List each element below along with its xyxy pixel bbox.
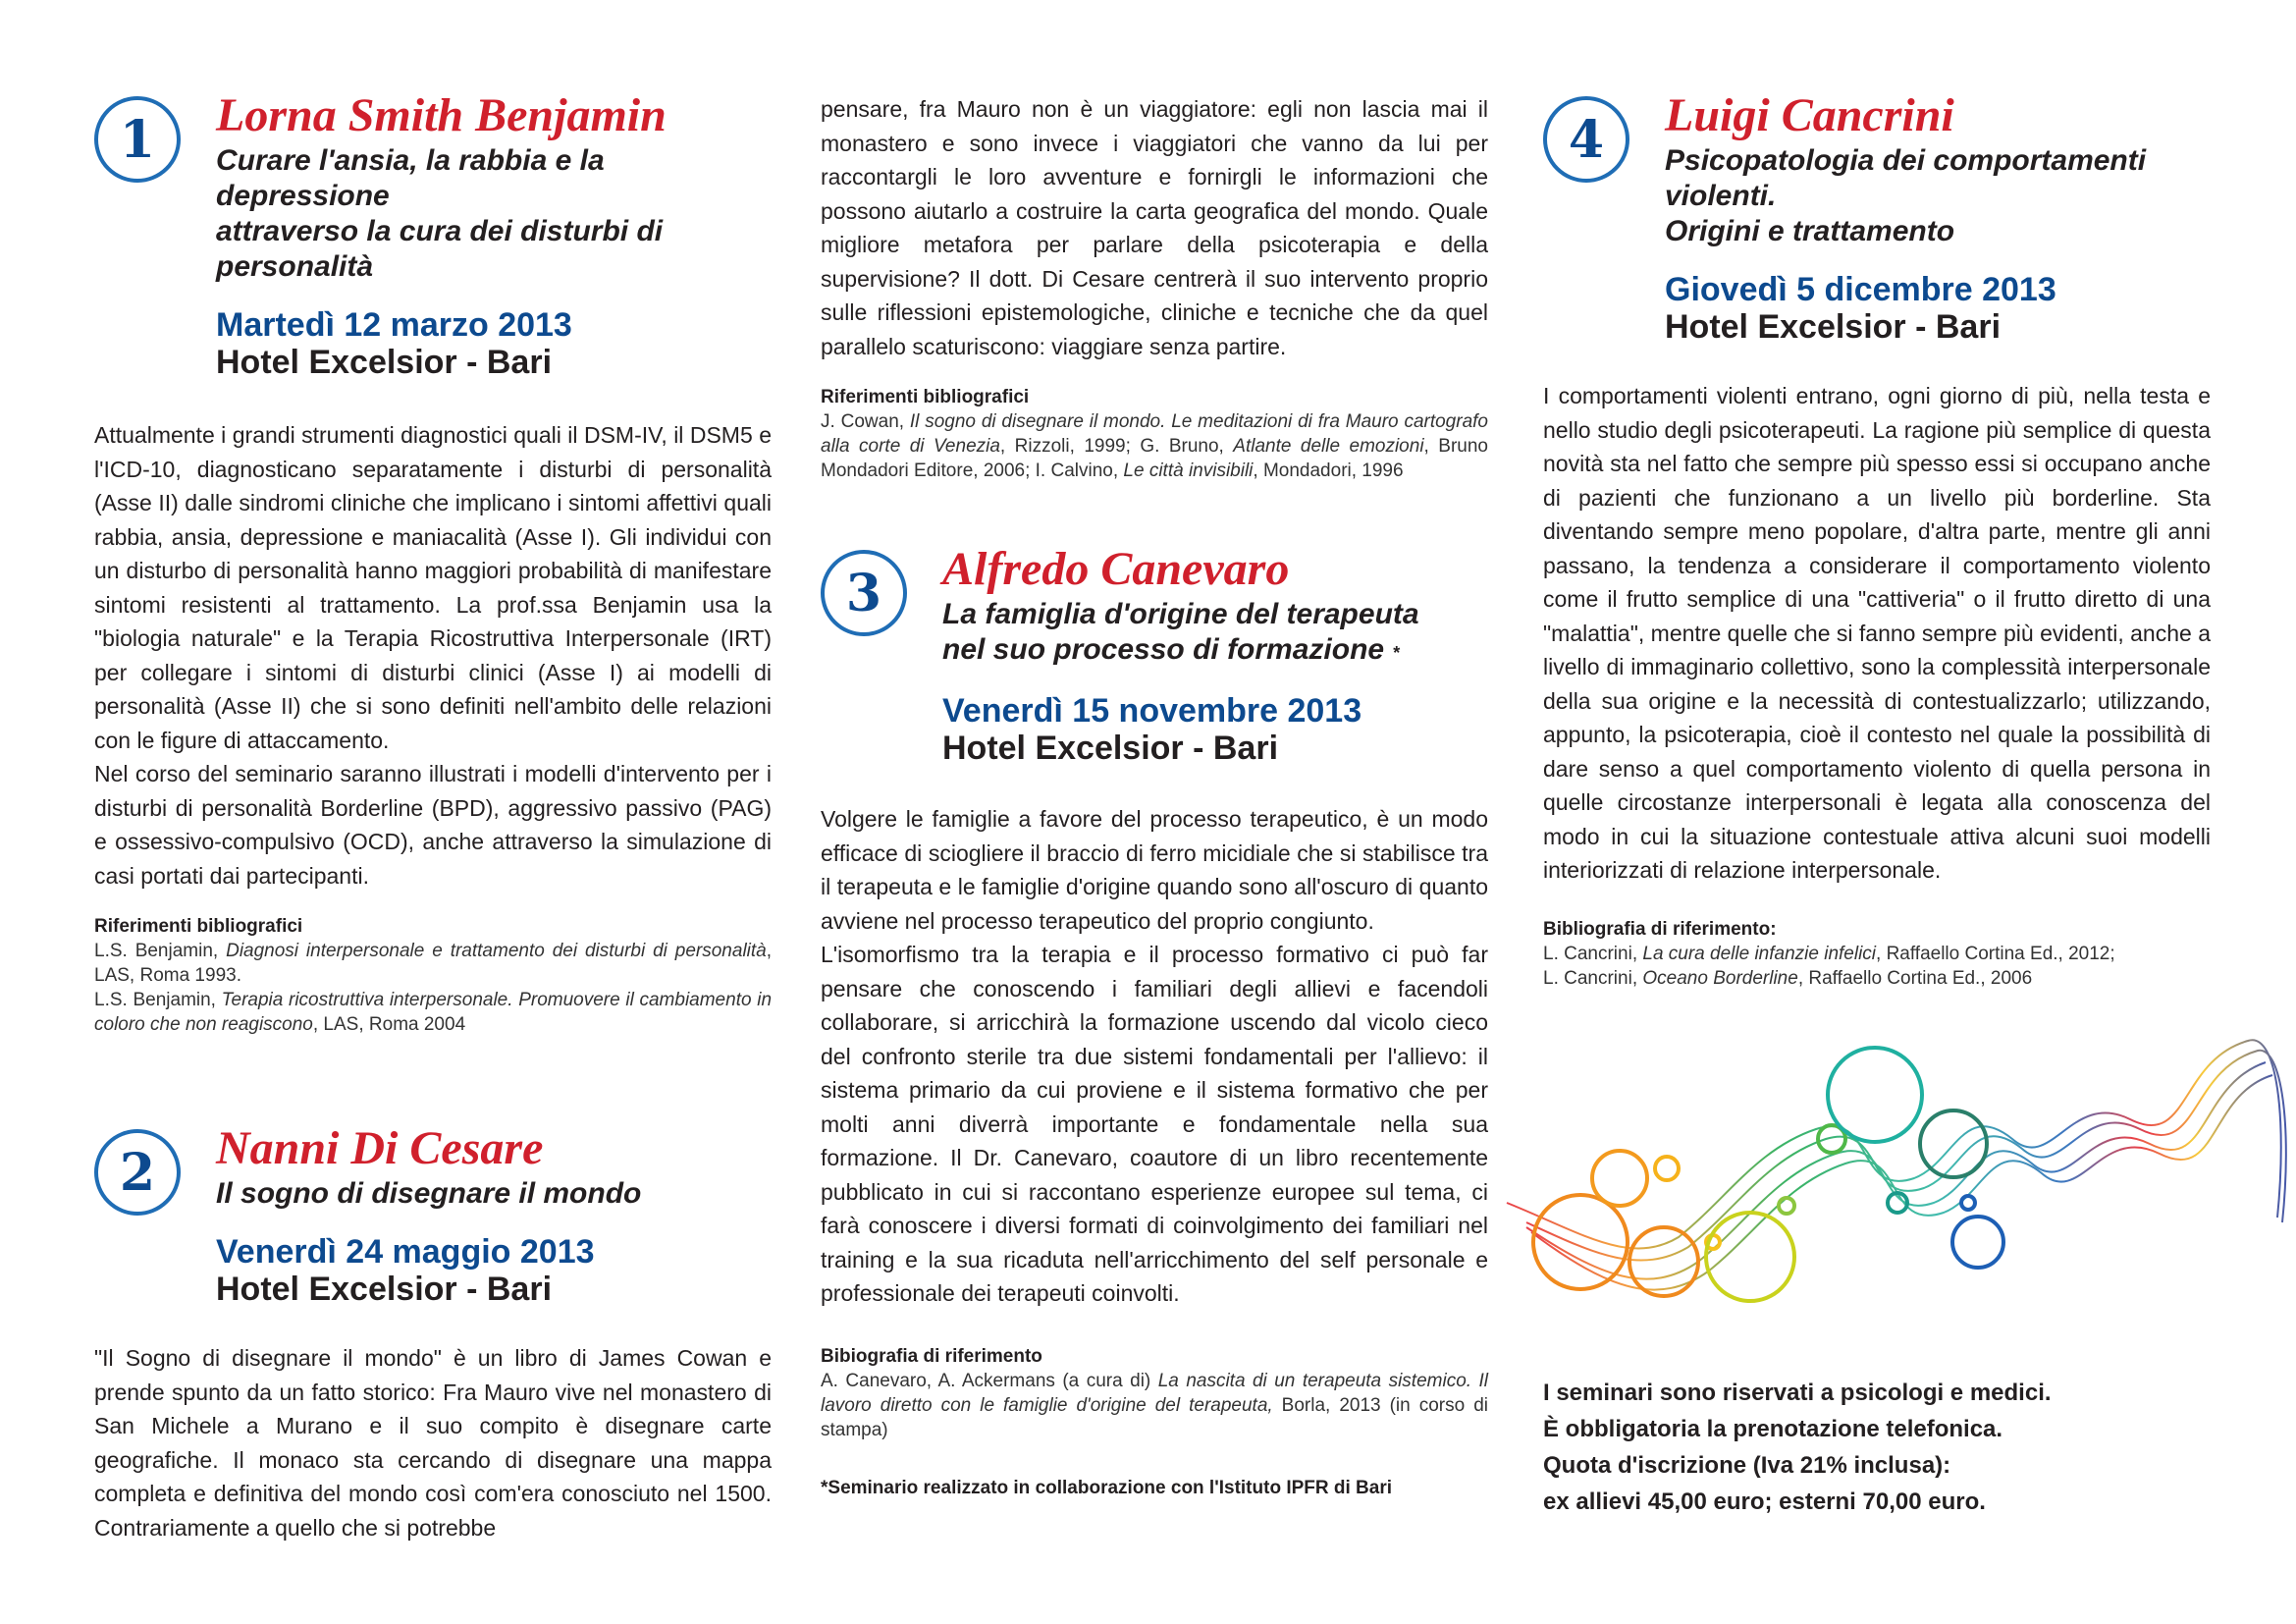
- seminar-date: Martedì 12 marzo 2013: [216, 306, 572, 344]
- bibliography-title: Riferimenti bibliografici: [94, 916, 303, 937]
- info-line: Quota d'iscrizione (Iva 21% inclusa):: [1543, 1452, 1951, 1479]
- column-right: [1543, 0, 2211, 1515]
- footnote-mark: *: [1392, 643, 1400, 663]
- bib-publisher: , Bruno Mondadori Editore, 2006;: [821, 436, 1488, 481]
- column-left: [94, 0, 772, 1544]
- topic-text: nel suo processo di formazione: [942, 633, 1385, 666]
- column-middle: [821, 0, 1488, 1500]
- info-line: ex allievi 45,00 euro; esterni 70,00 euro.: [1543, 1489, 1986, 1515]
- info-line: I seminari sono riservati a psicologi e medici.: [1543, 1380, 2052, 1406]
- seminar-description: Attualmente i grandi strumenti diagnostici quali il DSM-IV, il DSM5 e l'ICD-10, diagnosticano separatamente i disturbi di personalità (Asse II) dalle sindromi cliniche che implicano i sintomi affettivi quali rabbia, ansia, depressione e maniacalità (Asse I). Gli individui con un disturbo di personalità hanno maggiori probabilità di manifestare sintomi resistenti al trattamento. La prof.ssa Benjamin usa la "biologia naturale" e la Terapia Ricostruttiva Interpersonale (IRT) per collegare i sintomi di disturbi clinici (Asse I) ai modelli di personalità (Asse II) che si sono definiti nell'ambito delle relazioni con le figure di attaccamento.: [94, 422, 772, 753]
- registration-info: [1543, 1375, 2052, 1520]
- topic-line: [942, 632, 1488, 671]
- bib-title: Il sogno di disegnare il mondo. Le meditazioni di fra Mauro cartografo alla corte di Venezia: [821, 411, 1488, 457]
- number-circle-icon: 3: [821, 550, 907, 636]
- bib-author: L.S. Benjamin,: [94, 990, 222, 1010]
- seminar-header: [94, 1123, 772, 1308]
- bib-title: Diagnosi interpersonale e trattamento dei disturbi di personalità: [226, 941, 767, 961]
- bibliography-title: Bibiografia di riferimento: [821, 1345, 1042, 1367]
- number-circle-icon: 1: [94, 96, 181, 183]
- seminar-2-continued: [821, 92, 1488, 483]
- bib-author: L. Cancrini,: [1543, 943, 1643, 964]
- bib-author: G. Bruno,: [1140, 436, 1234, 457]
- seminar-venue: Hotel Excelsior - Bari: [216, 344, 553, 381]
- seminar-header: [1543, 90, 2211, 346]
- bibliography-entry: [94, 988, 772, 1037]
- speaker-name: Nanni Di Cesare: [216, 1122, 544, 1174]
- speaker-name: Lorna Smith Benjamin: [216, 89, 667, 141]
- wave-ribbon: [1507, 1040, 2286, 1289]
- bib-publisher: , Rizzoli, 1999;: [999, 436, 1141, 457]
- seminar-description: I comportamenti violenti entrano, ogni giorno di più, nella testa e nello studio degli psicoterapeuti. La ragione più semplice di questa novità sta nel fatto che sempre più spesso essi si occupano anche di pazienti che funzionano a un livello più borderline. Sta diventando sempre meno popolare, d'altra parte, mentre gli anni passano, la tendenza a considerare il comportamento violento come il frutto semplice di una "cattiveria" o il frutto diretto di una "malattia", mentre quelle che si fanno sempre più evidenti, anche a livello di immaginario collettivo, sono la complessità interpersonale della sua origine e la necessità di contestualizzarlo; utilizzando, appunto, la psicoterapia, cioè il contesto nel quale la possibilità di dare senso a quel comportamento violento di quella persona in quelle circostanze interpersonali è legata alla conoscenza del modo in cui la situazione contestuale attiva alcuni suoi modelli interiorizzati di relazione interpersonale.: [1543, 383, 2211, 883]
- bib-title: Terapia ricostruttiva interpersonale. Promuovere il cambiamento in coloro che non reagiscono: [94, 990, 773, 1035]
- bibliography-entry: [821, 409, 1488, 483]
- bib-title: Atlante delle emozioni: [1233, 436, 1424, 457]
- bib-title: La nascita di un terapeuta sistemico. Il lavoro diretto con le famiglie d'origine del terapeuta,: [821, 1370, 1488, 1416]
- topic-line: La famiglia d'origine del terapeuta: [942, 598, 1419, 630]
- bib-author: L.S. Benjamin,: [94, 941, 227, 961]
- bib-publisher: , LAS, Roma 2004: [312, 1014, 466, 1035]
- rainbow-wave-graphic-icon: [1502, 1001, 2296, 1316]
- seminar-date: Giovedì 5 dicembre 2013: [1665, 271, 2056, 308]
- bib-publisher: , Raffaello Cortina Ed., 2006: [1797, 967, 2033, 989]
- seminar-date: Venerdì 24 maggio 2013: [216, 1233, 595, 1271]
- speaker-name: Alfredo Canevaro: [942, 543, 1290, 595]
- seminar-venue: Hotel Excelsior - Bari: [216, 1271, 553, 1308]
- bib-author: I. Calvino,: [1035, 460, 1124, 481]
- bib-publisher: , LAS, Roma 1993.: [94, 941, 773, 986]
- bib-publisher: , Mondadori, 1996: [1253, 460, 1404, 481]
- seminar-description: Nel corso del seminario saranno illustrati i modelli d'intervento per i disturbi di personalità Borderline (BPD), aggressivo passivo (PAG) e ossessivo-compulsivo (OCD), anche attraverso la simulazione di casi portati dai partecipanti.: [94, 761, 772, 889]
- seminar-topic: [216, 1176, 772, 1212]
- topic-line: Il sogno di disegnare il mondo: [216, 1177, 642, 1210]
- seminar-topic: [216, 143, 772, 285]
- bibliography-entry: [821, 1369, 1488, 1442]
- bibliography-title: Bibliografia di riferimento:: [1543, 918, 1777, 940]
- bib-author: L. Cancrini,: [1543, 967, 1643, 989]
- number-circle-icon: 2: [94, 1129, 181, 1216]
- seminar-header: [821, 544, 1488, 767]
- bib-title: Oceano Borderline: [1642, 967, 1798, 989]
- seminar-header: [94, 90, 772, 381]
- seminar-topic: [1665, 143, 2211, 249]
- bibliography-title: Riferimenti bibliografici: [821, 387, 1030, 407]
- topic-line: attraverso la cura dei disturbi di: [216, 215, 664, 247]
- topic-line: Psicopatologia dei comportamenti: [1665, 144, 2147, 177]
- seminar-4: [1543, 90, 2211, 991]
- bib-publisher: , Raffaello Cortina Ed., 2012;: [1876, 943, 2115, 964]
- seminar-3: [821, 544, 1488, 1500]
- seminar-description: pensare, fra Mauro non è un viaggiatore: egli non lascia mai il monastero e sono invece i viaggiatori che vanno da lui per raccontargli le loro avventure e fornirgli le informazioni che possono aiutarlo a costruire la carta geografica del mondo. Quale migliore metafora per parlare della psicoterapia e della supervisione? Il dott. Di Cesare centrerà il suo intervento proprio sulle riflessioni epistemologiche, cliniche e tecniche che da quel parallelo scaturiscono: viaggiare senza partire.: [821, 96, 1488, 359]
- seminar-date: Venerdì 15 novembre 2013: [942, 692, 1362, 730]
- seminar-venue: Hotel Excelsior - Bari: [1665, 308, 2002, 346]
- topic-line: violenti.: [1665, 180, 1777, 212]
- seminar-topic: [942, 597, 1488, 671]
- topic-line: Curare l'ansia, la rabbia e la: [216, 144, 605, 177]
- bib-title: Le città invisibili: [1123, 460, 1254, 481]
- topic-line: personalità: [216, 250, 374, 283]
- bib-author: J. Cowan,: [821, 411, 910, 432]
- seminar-1: [94, 90, 772, 1037]
- seminar-description: L'isomorfismo tra la terapia e il processo formativo ci può far pensare che conoscendo i familiari degli allievi e facendoli collaborare, si arricchirà la formazione uscendo dal vicolo cieco del confronto sterile tra due sistemi fondamentali per l'allievo: il sistema primario da cui proviene e il sistema formativo che per molti anni diverrà importante e fondamentale nella sua formazione. Il Dr. Canevaro, coautore di un libro recentemente pubblicato in cui si raccontano esperienze europee sul tema, ci farà conoscere i diversi formati di coinvolgimento dei familiari nel training e la sua ricaduta nell'arricchimento del self personale e professionale dei terapeuti coinvolti.: [821, 942, 1488, 1306]
- bib-title: La cura delle infanzie infelici: [1642, 943, 1877, 964]
- number-circle-icon: 4: [1543, 96, 1629, 183]
- bib-author: A. Canevaro, A. Ackermans (a cura di): [821, 1370, 1158, 1391]
- topic-line: depressione: [216, 180, 390, 212]
- bibliography-entry: [94, 939, 772, 988]
- seminar-2: [94, 1123, 772, 1544]
- topic-line: Origini e trattamento: [1665, 215, 1955, 247]
- bib-publisher: Borla, 2013 (in corso di stampa): [821, 1394, 1488, 1440]
- decorative-circles: [1533, 1048, 2003, 1301]
- bibliography-entry: [1543, 942, 2211, 966]
- speaker-name: Luigi Cancrini: [1665, 89, 1954, 141]
- seminar-description: "Il Sogno di disegnare il mondo" è un libro di James Cowan e prende spunto da un fatto storico: Fra Mauro vive nel monastero di San Michele a Murano e il suo compito è disegnare carte geografiche. Il monaco sta cercando di disegnare una mappa completa e definitiva del mondo così com'era conosciuto nel 1500. Contrariamente a quello che si potrebbe: [94, 1345, 772, 1541]
- seminar-venue: Hotel Excelsior - Bari: [942, 730, 1279, 767]
- seminar-description: Volgere le famiglie a favore del processo terapeutico, è un modo efficace di sciogliere il braccio di ferro micidiale che si stabilisce tra il terapeuta e le famiglie d'origine quando sono all'oscuro di quanto avviene nel processo terapeutico del proprio congiunto.: [821, 806, 1488, 934]
- collaboration-footnote: *Seminario realizzato in collaborazione con l'Istituto IPFR di Bari: [821, 1477, 1393, 1498]
- bibliography-entry: [1543, 966, 2211, 991]
- info-line: È obbligatoria la prenotazione telefonica.: [1543, 1416, 2003, 1442]
